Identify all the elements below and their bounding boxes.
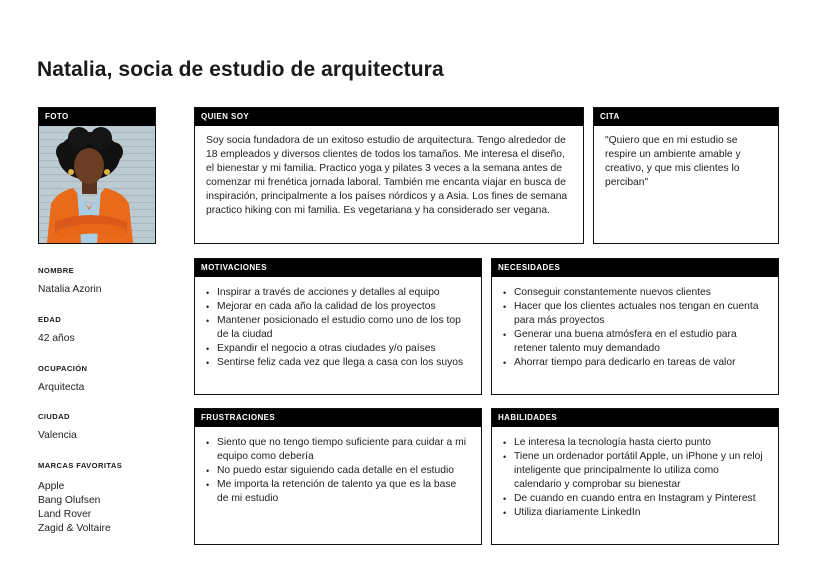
frustrations-list [206,436,470,506]
brand-item: Zagid & Voltaire [38,523,111,534]
frustrations-card [194,408,482,545]
list-item: • Siento que no tengo tiempo suficiente para cuidar a mi equipo como debería [206,436,470,464]
list-item: • Expandir el negocio a otras ciudades y/o países [206,342,470,356]
list-item: • Me importa la retención de talento ya que es la base de mi estudio [206,478,470,506]
photo-card-header: FOTO [39,108,155,126]
needs-card [491,258,779,395]
quote-card-header: CITA [594,108,778,126]
list-item: • Tiene un ordenador portátil Apple, un iPhone y un reloj inteligente que principalmente lo utiliza como calendario y comprobar su bienestar [503,450,767,492]
page-title: Natalia, socia de estudio de arquitectura [37,58,444,81]
occupation-value: Arquitecta [38,382,85,393]
list-item: • De cuando en cuando entra en Instagram y Pinterest [503,492,767,506]
occupation-label: OCUPACIÓN [38,364,88,373]
age-value: 42 años [38,333,75,344]
motivations-list [206,286,470,370]
persona-illustration [39,126,155,243]
quote-card [593,107,779,244]
age-label: EDAD [38,315,62,324]
list-item: • Inspirar a través de acciones y detalles al equipo [206,286,470,300]
quote-text: "Quiero que en mi estudio se respire un ambiente amable y creativo, y que mis clientes lo perciban" [605,135,741,188]
skills-list [503,436,767,520]
brands-label: MARCAS FAVORITAS [38,461,123,470]
about-text: Soy socia fundadora de un exitoso estudio de arquitectura. Tengo alrededor de 18 empleados y diversos clientes de todos los tamaños. Me interesa el diseño, el bienestar y mi familia. Practico yoga y pilates 3 veces a la semana antes de comenzar mi frenética jornada laboral. También me encanta viajar en busca de inspiración, principalmente a los países nórdicos y a Asia. Los fines de semana practico hiking con mi familia. Es vegetariana y ha considerado ser vegana. [206,135,568,216]
list-item: • Mejorar en cada año la calidad de los proyectos [206,300,470,314]
city-label: CIUDAD [38,412,70,421]
motivations-card-header: MOTIVACIONES [195,259,481,277]
list-item: • No puedo estar siguiendo cada detalle en el estudio [206,464,470,478]
needs-list [503,286,767,370]
list-item: • Sentirse feliz cada vez que llega a casa con los suyos [206,356,470,370]
name-value: Natalia Azorin [38,284,102,295]
profile-city-section [38,412,178,443]
list-item: • Ahorrar tiempo para dedicarlo en tareas de valor [503,356,767,370]
city-value: Valencia [38,430,77,441]
photo-card [38,107,156,244]
persona-photo [39,126,155,243]
profile-brands-section [38,461,178,536]
brand-item: Land Rover [38,509,92,520]
skills-card-header: HABILIDADES [492,409,778,427]
skills-card [491,408,779,545]
brand-item: Bang Olufsen [38,495,101,506]
profile-age-section [38,315,178,346]
list-item: • Mantener posicionado el estudio como uno de los top de la ciudad [206,314,470,342]
profile-name-section [38,266,178,297]
about-card-header: QUIEN SOY [195,108,583,126]
needs-card-header: NECESIDADES [492,259,778,277]
brand-item: Apple [38,481,65,492]
list-item: • Utiliza diariamente LinkedIn [503,506,767,520]
frustrations-card-header: FRUSTRACIONES [195,409,481,427]
list-item: • Conseguir constantemente nuevos clientes [503,286,767,300]
profile-occupation-section [38,364,178,395]
name-label: NOMBRE [38,266,75,275]
motivations-card [194,258,482,395]
list-item: • Le interesa la tecnología hasta cierto punto [503,436,767,450]
about-card [194,107,584,244]
list-item: • Generar una buena atmósfera en el estudio para retener talento muy demandado [503,328,767,356]
list-item: • Hacer que los clientes actuales nos tengan en cuenta para más proyectos [503,300,767,328]
